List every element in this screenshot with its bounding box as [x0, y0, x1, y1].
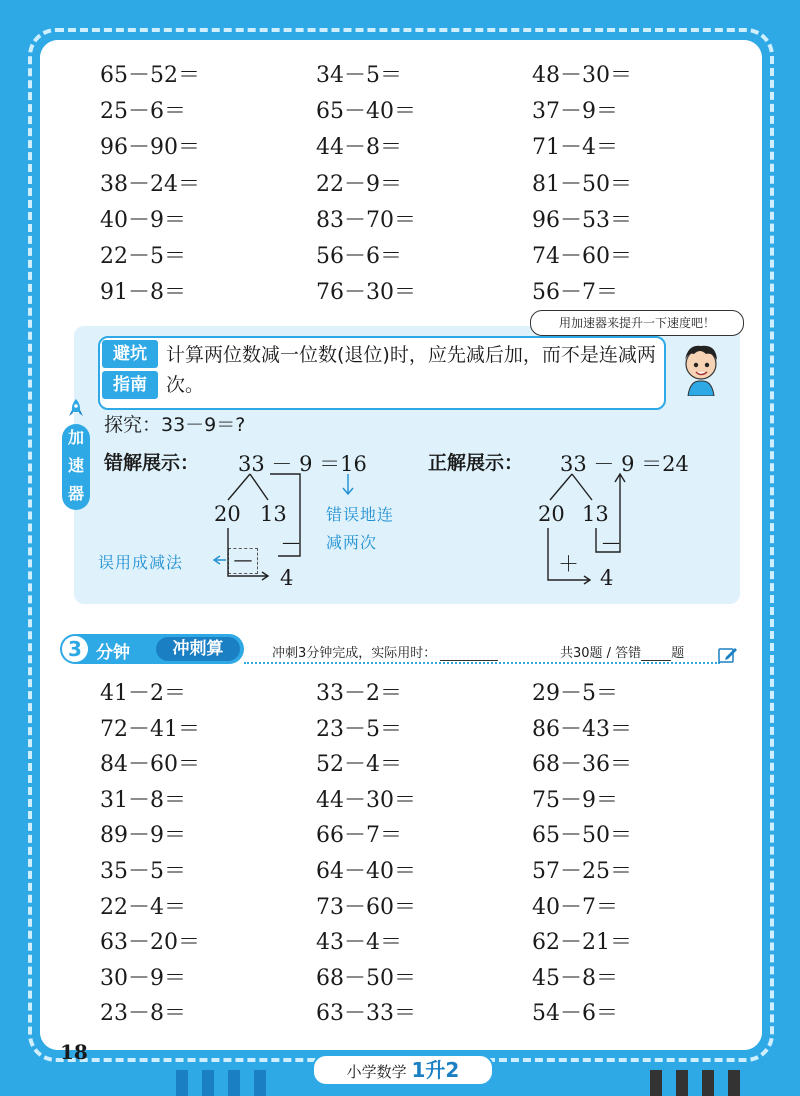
footer-stripes-right	[650, 1070, 790, 1096]
drill-item: 43－4＝	[316, 930, 402, 956]
drill-item: 38－24＝	[100, 171, 200, 197]
drill-item: 83－70＝	[316, 207, 416, 233]
drill-item: 96－90＝	[100, 135, 200, 161]
explore-prompt: 探究：33－9＝?	[104, 414, 246, 436]
total-text: 共30题 / 答错	[560, 646, 642, 661]
time-used-blank[interactable]	[440, 648, 498, 661]
drill-item: 63－33＝	[316, 1001, 416, 1027]
drill-item: 81－50＝	[532, 171, 632, 197]
rocket-icon	[68, 398, 84, 420]
drill-item: 89－9＝	[100, 823, 186, 849]
wrong-solution-title: 错解展示：	[104, 452, 200, 474]
drill-item: 66－7＝	[316, 823, 402, 849]
drill-item: 65－40＝	[316, 99, 416, 125]
drill-item: 22－4＝	[100, 894, 186, 920]
drill-item: 64－40＝	[316, 858, 416, 884]
side-label-char: 速	[67, 456, 84, 475]
tip-tag-line: 避坑	[102, 340, 158, 368]
time-used-label	[272, 642, 498, 661]
drill-item: 40－9＝	[100, 207, 186, 233]
score-label	[560, 642, 684, 661]
drill-item: 74－60＝	[532, 243, 632, 269]
right-inner-op: —	[602, 532, 620, 553]
side-label-box	[62, 424, 90, 510]
speech-bubble: 用加速器来提升一下速度吧！	[530, 310, 744, 336]
drill-item: 68－36＝	[532, 752, 632, 778]
drill-item: 41－2＝	[100, 681, 186, 706]
drill-item: 45－8＝	[532, 965, 618, 991]
footer-stripes-left	[176, 1070, 316, 1096]
drill-item: 34－5＝	[316, 63, 402, 88]
right-equation: 33 － 9 ＝24	[560, 452, 689, 476]
drill-item: 75－9＝	[532, 787, 618, 813]
drill-item: 62－21＝	[532, 930, 632, 956]
right-result: 4	[600, 566, 614, 590]
tip-tag-line: 指南	[102, 371, 158, 399]
book-title	[312, 1054, 494, 1086]
drill-item: 25－6＝	[100, 99, 186, 125]
section-name: 冲刺算	[156, 637, 240, 661]
drill-item: 23－5＝	[316, 716, 402, 742]
drill-item: 91－8＝	[100, 280, 186, 306]
wrong-note-1: 错误地连	[326, 505, 395, 524]
section-number: 3	[62, 636, 88, 662]
book-prefix: 小学数学	[346, 1063, 407, 1081]
drill-item: 54－6＝	[532, 1001, 618, 1027]
accelerator-side-label	[58, 398, 94, 514]
wrong-inner-op: —	[282, 532, 300, 553]
book-grade: 1升2	[411, 1058, 460, 1082]
wrong-split-right: 13	[260, 502, 287, 526]
drill-item: 40－7＝	[532, 894, 618, 920]
drill-item: 76－30＝	[316, 280, 416, 306]
pencil-icon	[718, 646, 738, 664]
correct-solution-title: 正解展示：	[428, 452, 524, 474]
side-label-char: 器	[67, 484, 84, 503]
drill-item: 29－5＝	[532, 681, 618, 706]
drill-item: 23－8＝	[100, 1001, 186, 1027]
drill-item: 72－41＝	[100, 716, 200, 742]
page-number: 18	[60, 1040, 88, 1064]
drill-item: 44－30＝	[316, 787, 416, 813]
drill-item: 35－5＝	[100, 858, 186, 884]
wrong-note-left: 误用成减法	[98, 553, 184, 572]
section-minutes: 分钟	[96, 643, 130, 663]
right-split-left: 20	[538, 502, 565, 526]
drill-item: 86－43＝	[532, 716, 632, 742]
drill-item: 84－60＝	[100, 752, 200, 778]
wrong-result: 4	[280, 566, 294, 590]
drill-item: 73－60＝	[316, 894, 416, 920]
drill-item: 30－9＝	[100, 965, 186, 991]
tip-tag	[102, 340, 158, 402]
drill-item: 44－8＝	[316, 135, 402, 161]
drill-item: 52－4＝	[316, 752, 402, 778]
drill-item: 33－2＝	[316, 681, 402, 706]
drill-item: 68－50＝	[316, 965, 416, 991]
drill-grid-bottom	[100, 676, 720, 1032]
drill-item: 63－20＝	[100, 930, 200, 956]
unit-text: 题	[671, 646, 685, 661]
drill-item: 56－7＝	[532, 280, 618, 306]
errors-blank[interactable]	[641, 648, 671, 661]
right-plus-op: ＋	[558, 552, 579, 576]
tip-text: 计算两位数减一位数(退位)时，应先减后加，而不是连减两次。	[166, 344, 656, 396]
drill-item: 22－5＝	[100, 243, 186, 269]
drill-item: 48－30＝	[532, 63, 632, 88]
drill-grid-top	[100, 58, 720, 311]
wrong-equation: 33 － 9 ＝16	[238, 452, 367, 476]
wrong-op-box: —	[228, 548, 258, 574]
drill-item: 22－9＝	[316, 171, 402, 197]
side-label-char: 加	[67, 428, 84, 447]
drill-item: 96－53＝	[532, 207, 632, 233]
drill-item: 37－9＝	[532, 99, 618, 125]
drill-item: 56－6＝	[316, 243, 402, 269]
drill-item: 31－8＝	[100, 787, 186, 813]
drill-item: 65－52＝	[100, 63, 200, 88]
section-divider	[244, 662, 720, 664]
wrong-split-left: 20	[214, 502, 241, 526]
wrong-note-2: 减两次	[326, 533, 378, 552]
time-used-text: 冲刺3分钟完成，实际用时：	[272, 646, 437, 661]
drill-item: 57－25＝	[532, 858, 632, 884]
boy-mascot-icon	[676, 338, 726, 396]
drill-item: 65－50＝	[532, 823, 632, 849]
drill-item: 71－4＝	[532, 135, 618, 161]
right-split-right: 13	[582, 502, 609, 526]
